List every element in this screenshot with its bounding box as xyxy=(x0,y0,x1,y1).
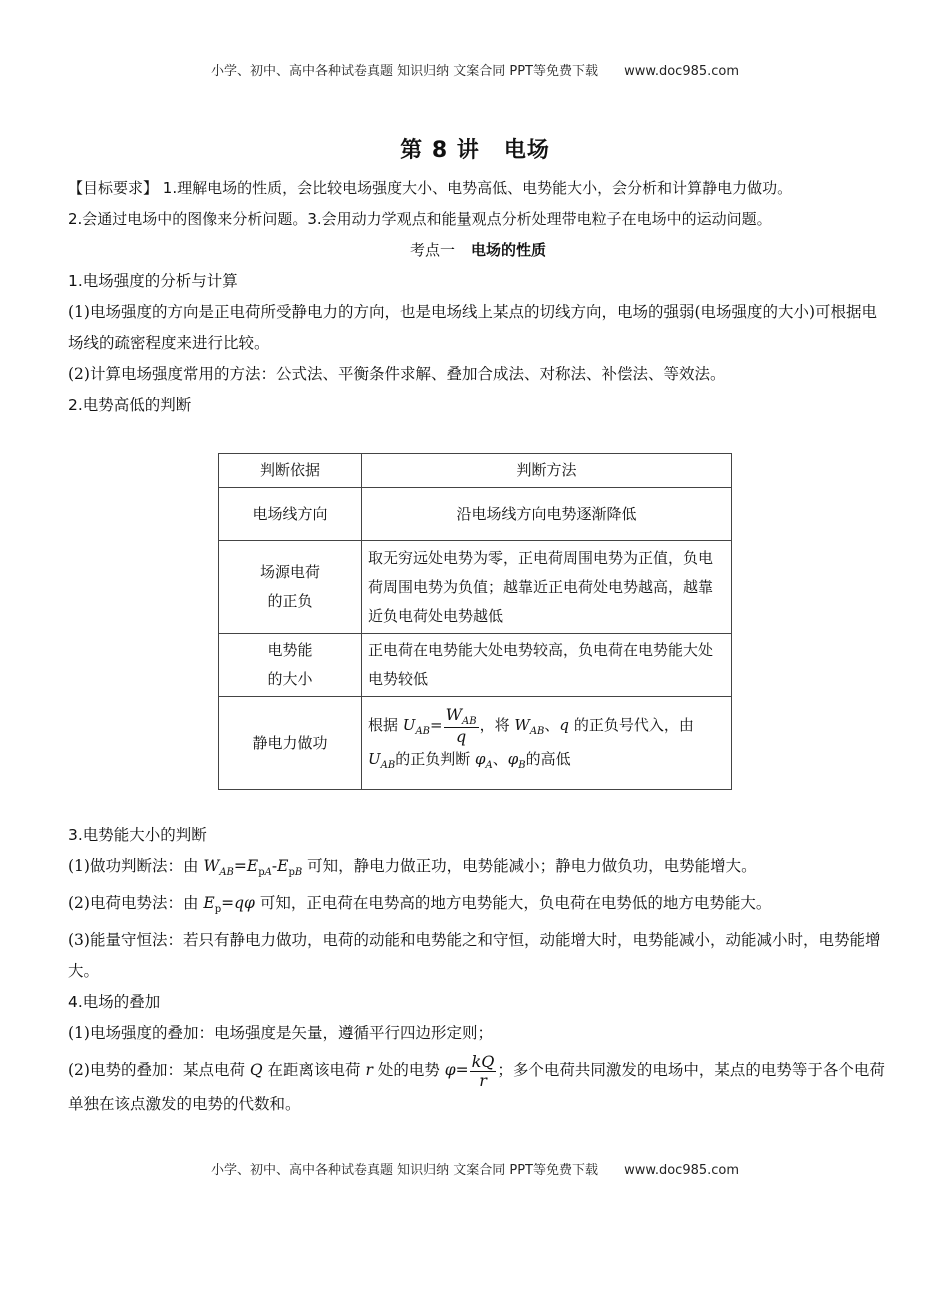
table-cell-basis-line1: 场源电荷 xyxy=(259,563,320,581)
text-fragment: 处的电势 xyxy=(372,1061,445,1080)
lower-content xyxy=(68,820,888,1120)
text-fragment: 的正负号代入，由 xyxy=(573,715,694,734)
text-fragment: ，将 xyxy=(479,715,515,734)
section4-heading: 4.电场的叠加 xyxy=(68,993,161,1012)
kaodian-name: 电场的性质 xyxy=(471,241,547,259)
table-cell-basis-line2: 的正负 xyxy=(267,592,313,610)
section4-para1: (1)电场强度的叠加：电场强度是矢量，遵循平行四边形定则； xyxy=(68,1024,493,1043)
table-cell-method: 取无穷远处电势为零，正电荷周围电势为正值，负电荷周围电势为负值；越靠近正电荷处电势越高，越靠近负电荷处电势越低 xyxy=(362,541,732,634)
text-fragment: 可知，正电荷在电势高的地方电势能大，负电荷在电势低的地方电势能大。 xyxy=(254,894,772,913)
table-cell-method: 沿电场线方向电势逐渐降低 xyxy=(362,488,732,541)
table-header-row xyxy=(219,454,732,488)
table-row xyxy=(219,488,732,541)
table-cell-basis xyxy=(219,634,362,697)
table-row xyxy=(219,634,732,697)
section1-para1: (1)电场强度的方向是正电荷所受静电力的方向，也是电场线上某点的切线方向，电场的强弱(电场强度的大小)可根据电场线的疏密程度来进行比较。 xyxy=(68,303,878,352)
header-text: 小学、初中、高中各种试卷真题 知识归纳 文案合同 PPT等免费下载 xyxy=(210,64,598,79)
page-header xyxy=(0,60,950,79)
footer-text: 小学、初中、高中各种试卷真题 知识归纳 文案合同 PPT等免费下载 xyxy=(210,1163,598,1178)
table-cell-basis: 电场线方向 xyxy=(219,488,362,541)
table-cell-basis-line2: 的大小 xyxy=(267,670,313,688)
text-fragment: 根据 xyxy=(368,715,403,734)
fraction-wab-over-q: $\frac{W_{AB}}{q}$ xyxy=(445,704,477,746)
text-fragment: 在距离该电荷 xyxy=(262,1061,366,1080)
table-row xyxy=(219,697,732,790)
footer-url[interactable]: www.doc985.com xyxy=(624,1163,740,1178)
section3-para2: (2)电荷电势法：由 $E_p=q\varphi$ 可知，正电荷在电势高的地方电势能大，负电荷在电势低的地方电势能大。 xyxy=(68,894,772,916)
section1-para2: (2)计算电场强度常用的方法：公式法、平衡条件求解、叠加合成法、对称法、补偿法、等效法。 xyxy=(68,365,726,383)
main-content xyxy=(68,173,888,421)
section2-heading: 2.电势高低的判断 xyxy=(68,396,192,414)
kaodian-label: 考点一 xyxy=(409,241,455,259)
page-title xyxy=(0,133,950,164)
text-fragment: 的正负判断 xyxy=(395,750,476,769)
section3-heading: 3.电势能大小的判断 xyxy=(68,826,207,844)
header-url[interactable]: www.doc985.com xyxy=(624,64,740,79)
section4-para2: (2)电势的叠加：某点电荷 Q 在距离该电荷 r 处的电势 φ= $\frac{kQ}{r}$ ；多个电荷共同激发的电场中，某点的电势等于各个电荷单独在该点激发的电势的代数和。 xyxy=(68,1052,885,1114)
text-fragment: 的高低 xyxy=(525,750,571,769)
page-footer xyxy=(0,1159,950,1178)
section1-heading: 1.电场强度的分析与计算 xyxy=(68,272,238,290)
text-fragment: (2)电荷电势法：由 xyxy=(68,894,204,913)
objectives-line2: 2.会通过电场中的图像来分析问题。3.会用动力学观点和能量观点分析处理带电粒子在电场中的运动问题。 xyxy=(68,210,772,228)
table-header-basis: 判断依据 xyxy=(219,454,362,488)
table-cell-basis: 静电力做功 xyxy=(219,697,362,790)
text-fragment: (2)电势的叠加：某点电荷 xyxy=(68,1061,250,1080)
lecture-topic: 电场 xyxy=(503,138,550,163)
text-fragment: (1)做功判断法：由 xyxy=(68,857,204,875)
potential-judgment-table xyxy=(218,453,732,790)
objectives-line1: 1.理解电场的性质，会比较电场强度大小、电势高低、电势能大小，会分析和计算静电力做功。 xyxy=(162,179,793,197)
table-cell-basis xyxy=(219,541,362,634)
section3-para1: (1)做功判断法：由 $W_{AB}=E_{pA}-E_{pB}$ 可知，静电力做正功，电势能减小；静电力做负功，电势能增大。 xyxy=(68,857,757,879)
table-row xyxy=(219,541,732,634)
objectives xyxy=(68,173,888,204)
table-header-method: 判断方法 xyxy=(362,454,732,488)
text-fragment: 可知，静电力做正功，电势能减小；静电力做负功，电势能增大。 xyxy=(302,857,757,875)
text-fragment: ；多个电荷共同激发的电场中，某点的电势等于各个电荷单独在该点激发的电势的代数和。 xyxy=(68,1061,885,1114)
table-cell-method: 正电荷在电势能大处电势较高，负电荷在电势能大处电势较低 xyxy=(362,634,732,697)
fraction-kq-over-r: $\frac{kQ}{r}$ xyxy=(471,1052,495,1090)
table-cell-method: 根据 $U_{AB}=$ $\frac{W_{AB}}{q}$ ，将 $W_{AB}$、q 的正负号代入，由 $U_{AB}$的正负判断 $\varphi_A$、$\varphi_B$的高低 xyxy=(362,697,732,790)
section3-para3: (3)能量守恒法：若只有静电力做功，电荷的动能和电势能之和守恒，动能增大时，电势能减小，动能减小时，电势能增大。 xyxy=(68,931,881,981)
objectives-label: 【目标要求】 xyxy=(68,179,159,197)
kaodian-heading xyxy=(68,235,888,266)
table-cell-basis-line1: 电势能 xyxy=(267,641,313,659)
lecture-number: 第 8 讲 xyxy=(400,138,480,163)
